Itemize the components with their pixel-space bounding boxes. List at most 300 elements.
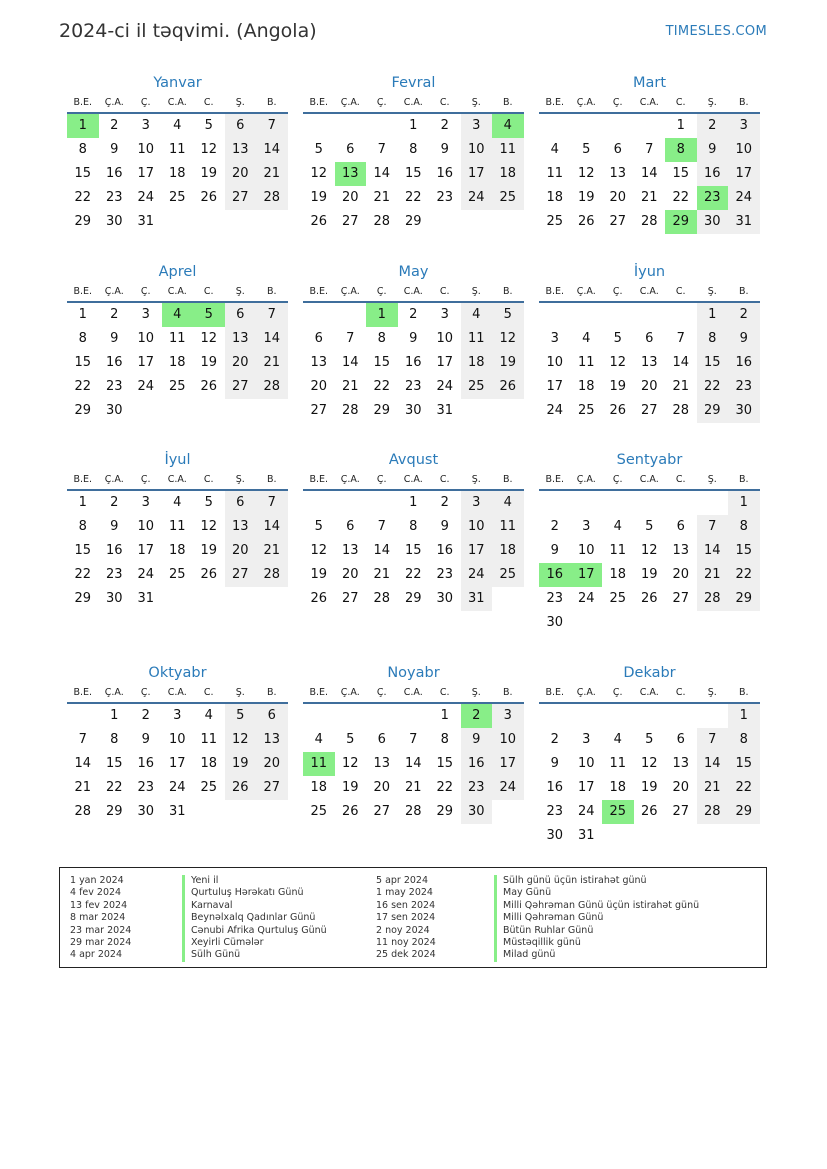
- day-cell: 9: [110, 142, 119, 157]
- day-cell: 14: [672, 355, 690, 370]
- day-cell: 30: [105, 591, 123, 606]
- empty-cell: [571, 704, 603, 728]
- legend-holiday-name: Sülh Günü: [182, 949, 327, 961]
- empty-cell: [335, 491, 367, 515]
- weekday-label: C.: [675, 286, 686, 297]
- legend-holiday-name: Milli Qəhrəman Günü üçün istirahət günü: [494, 900, 699, 912]
- day-cell: 27: [225, 375, 257, 399]
- day-cell: 12: [609, 355, 627, 370]
- day-cell: 25: [546, 214, 564, 229]
- day-cell: 19: [225, 752, 257, 776]
- empty-cell: [539, 114, 571, 138]
- day-cell: 29: [74, 591, 92, 606]
- empty-cell: [634, 114, 666, 138]
- empty-cell: [634, 824, 666, 848]
- day-cell: 12: [200, 142, 218, 157]
- weekday-label: B.: [502, 474, 513, 485]
- weekday-label: C.: [203, 474, 214, 485]
- weekday-label: Ç.A.: [576, 97, 596, 108]
- weekday-label: Ş.: [235, 97, 245, 108]
- weekday-label: C.A.: [167, 474, 187, 485]
- day-cell: 28: [341, 403, 359, 418]
- empty-cell: [366, 491, 398, 515]
- weekday-header: [67, 471, 288, 489]
- empty-cell: [335, 303, 367, 327]
- site-link[interactable]: TIMESLES.COM: [665, 24, 767, 39]
- day-cell: 4: [314, 732, 323, 747]
- weekday-label: B.: [266, 687, 277, 698]
- day-cell: 18: [168, 355, 186, 370]
- week-row: [67, 186, 288, 210]
- empty-cell: [256, 210, 288, 234]
- empty-cell: [461, 210, 493, 234]
- empty-cell: [256, 399, 288, 423]
- legend-date: 13 fev 2024: [70, 899, 128, 911]
- day-cell: 25: [310, 804, 328, 819]
- legend-holiday-name: Sülh günü üçün istirahət günü: [494, 875, 699, 887]
- day-cell: 26: [640, 591, 658, 606]
- month-name: Aprel: [158, 264, 197, 280]
- day-cell: 11: [492, 515, 524, 539]
- day-cell: 7: [676, 331, 685, 346]
- empty-cell: [303, 303, 335, 327]
- day-cell: 31: [137, 214, 155, 229]
- day-cell: 20: [672, 567, 690, 582]
- day-cell: 22: [728, 776, 760, 800]
- month-name: Sentyabr: [616, 452, 683, 468]
- weekday-label: C.A.: [639, 687, 659, 698]
- week-row: [539, 515, 760, 539]
- day-cell: 21: [74, 780, 92, 795]
- day-cell: 12: [341, 756, 359, 771]
- empty-cell: [665, 704, 697, 728]
- day-cell: 5: [204, 495, 213, 510]
- weekday-label: B.E.: [309, 474, 329, 485]
- weekday-label: Ç.A.: [576, 286, 596, 297]
- legend-names-col-1: [182, 875, 327, 962]
- month-7: [67, 449, 288, 611]
- weekday-label: Ş.: [707, 97, 717, 108]
- day-cell: 5: [582, 142, 591, 157]
- day-cell: 20: [609, 190, 627, 205]
- day-cell: 18: [577, 379, 595, 394]
- weekday-label: B.: [502, 97, 513, 108]
- day-cell: 15: [404, 166, 422, 181]
- weekday-label: Ç.: [140, 474, 151, 485]
- day-cell: 3: [550, 331, 559, 346]
- day-cell: 8: [110, 732, 119, 747]
- day-cell: 30: [546, 615, 564, 630]
- day-cell: 22: [105, 780, 123, 795]
- day-cell: 24: [728, 186, 760, 210]
- legend-dates-col-2: [376, 875, 436, 962]
- day-cell: 9: [550, 543, 559, 558]
- day-cell: 17: [436, 355, 454, 370]
- day-cell: 4: [204, 708, 213, 723]
- weekday-label: C.: [439, 687, 450, 698]
- day-cell: 2: [550, 732, 559, 747]
- day-cell: 4: [613, 732, 622, 747]
- holiday-day-cell: 17: [571, 563, 603, 587]
- day-cell: 7: [346, 331, 355, 346]
- day-cell: 27: [225, 563, 257, 587]
- day-cell: 31: [577, 828, 595, 843]
- month-12: [539, 662, 760, 848]
- day-cell: 11: [577, 355, 595, 370]
- day-cell: 24: [137, 190, 155, 205]
- day-cell: 27: [672, 804, 690, 819]
- day-cell: 9: [461, 728, 493, 752]
- holiday-day-cell: 11: [303, 752, 335, 776]
- day-cell: 18: [200, 756, 218, 771]
- weekday-label: B.: [266, 474, 277, 485]
- day-cell: 26: [200, 567, 218, 582]
- empty-cell: [225, 587, 257, 611]
- week-row: [303, 752, 524, 776]
- day-cell: 17: [168, 756, 186, 771]
- day-cell: 23: [728, 375, 760, 399]
- week-row: [539, 824, 760, 848]
- empty-cell: [256, 587, 288, 611]
- day-cell: 10: [546, 355, 564, 370]
- day-cell: 15: [697, 351, 729, 375]
- day-cell: 10: [461, 515, 493, 539]
- weekday-label: C.A.: [403, 97, 423, 108]
- empty-cell: [225, 210, 257, 234]
- day-cell: 8: [409, 519, 418, 534]
- day-cell: 12: [310, 543, 328, 558]
- empty-cell: [634, 491, 666, 515]
- day-cell: 9: [141, 732, 150, 747]
- day-cell: 15: [404, 543, 422, 558]
- empty-cell: [335, 114, 367, 138]
- day-cell: 25: [200, 780, 218, 795]
- day-cell: 19: [200, 543, 218, 558]
- day-cell: 3: [461, 114, 493, 138]
- week-row: [303, 515, 524, 539]
- weekday-label: B.: [502, 286, 513, 297]
- day-cell: 6: [225, 114, 257, 138]
- empty-cell: [571, 611, 603, 635]
- weekday-label: C.: [675, 474, 686, 485]
- month-name: May: [398, 264, 429, 280]
- day-cell: 17: [461, 539, 493, 563]
- day-cell: 16: [137, 756, 155, 771]
- day-cell: 16: [404, 355, 422, 370]
- empty-cell: [193, 800, 225, 824]
- day-cell: 30: [436, 591, 454, 606]
- day-cell: 22: [672, 190, 690, 205]
- day-cell: 22: [728, 563, 760, 587]
- week-row: [539, 399, 760, 423]
- empty-cell: [602, 704, 634, 728]
- day-cell: 24: [168, 780, 186, 795]
- day-cell: 16: [105, 166, 123, 181]
- week-row: [303, 114, 524, 138]
- day-cell: 17: [137, 543, 155, 558]
- weekday-label: C.: [439, 97, 450, 108]
- day-cell: 26: [200, 190, 218, 205]
- weekday-header: [303, 471, 524, 489]
- day-cell: 24: [577, 591, 595, 606]
- day-cell: 29: [74, 214, 92, 229]
- weekday-header: [67, 283, 288, 301]
- day-cell: 14: [256, 327, 288, 351]
- day-cell: 3: [728, 114, 760, 138]
- day-cell: 28: [256, 375, 288, 399]
- day-cell: 3: [440, 307, 449, 322]
- day-cell: 14: [373, 543, 391, 558]
- day-cell: 13: [341, 543, 359, 558]
- week-row: [67, 563, 288, 587]
- day-cell: 22: [404, 567, 422, 582]
- week-row: [539, 563, 760, 587]
- day-cell: 8: [78, 331, 87, 346]
- day-cell: 15: [672, 166, 690, 181]
- day-cell: 3: [141, 495, 150, 510]
- week-row: [67, 752, 288, 776]
- legend-date: 2 noy 2024: [376, 924, 430, 936]
- day-cell: 21: [341, 379, 359, 394]
- day-cell: 31: [436, 403, 454, 418]
- day-cell: 20: [341, 190, 359, 205]
- day-cell: 2: [697, 114, 729, 138]
- weekday-label: Ç.: [140, 97, 151, 108]
- weekday-label: C.A.: [403, 687, 423, 698]
- day-cell: 13: [672, 756, 690, 771]
- weekday-label: B.E.: [309, 687, 329, 698]
- day-cell: 30: [404, 403, 422, 418]
- day-cell: 27: [341, 591, 359, 606]
- day-cell: 8: [697, 327, 729, 351]
- legend-date: 8 mar 2024: [70, 912, 126, 924]
- week-row: [539, 491, 760, 515]
- day-cell: 21: [404, 780, 422, 795]
- legend-holiday-name: Qurtuluş Hərəkatı Günü: [182, 887, 327, 899]
- day-cell: 10: [728, 138, 760, 162]
- week-row: [539, 539, 760, 563]
- day-cell: 12: [640, 543, 658, 558]
- empty-cell: [728, 611, 760, 635]
- day-cell: 2: [141, 708, 150, 723]
- day-cell: 7: [256, 114, 288, 138]
- week-row: [539, 587, 760, 611]
- day-cell: 16: [105, 355, 123, 370]
- weekday-label: Ç.: [140, 687, 151, 698]
- week-row: [67, 539, 288, 563]
- legend-date: 4 fev 2024: [70, 887, 122, 899]
- day-cell: 20: [225, 162, 257, 186]
- day-cell: 10: [168, 732, 186, 747]
- holiday-day-cell: 16: [539, 563, 571, 587]
- weekday-label: Ç.: [612, 286, 623, 297]
- day-cell: 7: [697, 728, 729, 752]
- day-cell: 20: [672, 780, 690, 795]
- day-cell: 7: [697, 515, 729, 539]
- day-cell: 28: [373, 591, 391, 606]
- day-cell: 26: [225, 776, 257, 800]
- weekday-header: [67, 94, 288, 112]
- month-9: [539, 449, 760, 635]
- day-cell: 2: [728, 303, 760, 327]
- day-cell: 29: [74, 403, 92, 418]
- weekday-label: C.: [675, 687, 686, 698]
- day-cell: 15: [105, 756, 123, 771]
- day-cell: 30: [105, 403, 123, 418]
- empty-cell: [571, 114, 603, 138]
- weekday-label: B.: [738, 687, 749, 698]
- legend-date: 17 sen 2024: [376, 912, 436, 924]
- day-cell: 23: [105, 190, 123, 205]
- day-cell: 10: [461, 138, 493, 162]
- week-row: [67, 303, 288, 327]
- day-cell: 11: [546, 166, 564, 181]
- day-cell: 1: [78, 495, 87, 510]
- weekday-label: Ç.: [612, 474, 623, 485]
- weekday-label: C.A.: [403, 474, 423, 485]
- weekday-label: Ç.A.: [104, 286, 124, 297]
- week-row: [539, 776, 760, 800]
- day-cell: 17: [137, 355, 155, 370]
- weekday-label: Ç.A.: [576, 474, 596, 485]
- empty-cell: [256, 800, 288, 824]
- empty-cell: [303, 704, 335, 728]
- weekday-label: C.A.: [167, 97, 187, 108]
- week-row: [67, 491, 288, 515]
- week-row: [539, 752, 760, 776]
- week-row: [539, 162, 760, 186]
- day-cell: 5: [492, 303, 524, 327]
- day-cell: 2: [110, 118, 119, 133]
- week-row: [303, 186, 524, 210]
- day-cell: 5: [314, 142, 323, 157]
- legend-holiday-name: Milli Qəhrəman Günü: [494, 912, 699, 924]
- week-row: [539, 704, 760, 728]
- day-cell: 13: [310, 355, 328, 370]
- month-4: [67, 261, 288, 423]
- day-cell: 1: [409, 118, 418, 133]
- day-cell: 17: [728, 162, 760, 186]
- day-cell: 7: [409, 732, 418, 747]
- weekday-label: Ş.: [471, 97, 481, 108]
- weekday-label: C.: [439, 474, 450, 485]
- day-cell: 28: [256, 563, 288, 587]
- day-cell: 27: [609, 214, 627, 229]
- day-cell: 10: [137, 519, 155, 534]
- weekday-header: [67, 684, 288, 702]
- empty-cell: [634, 704, 666, 728]
- day-cell: 21: [672, 379, 690, 394]
- day-cell: 27: [225, 186, 257, 210]
- page-title: 2024-ci il təqvimi. (Angola): [59, 20, 317, 42]
- day-cell: 18: [609, 780, 627, 795]
- day-cell: 25: [168, 567, 186, 582]
- week-row: [303, 351, 524, 375]
- week-row: [303, 375, 524, 399]
- week-row: [67, 515, 288, 539]
- day-cell: 28: [640, 214, 658, 229]
- day-cell: 24: [461, 186, 493, 210]
- day-cell: 21: [640, 190, 658, 205]
- day-cell: 12: [310, 166, 328, 181]
- day-cell: 8: [728, 515, 760, 539]
- day-cell: 3: [141, 307, 150, 322]
- day-cell: 5: [314, 519, 323, 534]
- holiday-day-cell: 13: [335, 162, 367, 186]
- day-cell: 13: [373, 756, 391, 771]
- day-cell: 20: [310, 379, 328, 394]
- empty-cell: [728, 824, 760, 848]
- day-cell: 10: [492, 728, 524, 752]
- day-cell: 9: [728, 327, 760, 351]
- day-cell: 16: [436, 543, 454, 558]
- day-cell: 4: [492, 491, 524, 515]
- day-cell: 21: [373, 190, 391, 205]
- week-row: [539, 375, 760, 399]
- weekday-label: Ç.A.: [104, 687, 124, 698]
- day-cell: 16: [697, 162, 729, 186]
- day-cell: 14: [373, 166, 391, 181]
- day-cell: 14: [640, 166, 658, 181]
- legend-date: 16 sen 2024: [376, 899, 436, 911]
- legend-holiday-name: Cənubi Afrika Qurtuluş Günü: [182, 925, 327, 937]
- week-row: [303, 776, 524, 800]
- legend-date: 23 mar 2024: [70, 924, 132, 936]
- weekday-label: Ç.A.: [576, 687, 596, 698]
- empty-cell: [665, 824, 697, 848]
- day-cell: 20: [640, 379, 658, 394]
- day-cell: 15: [74, 355, 92, 370]
- week-row: [67, 776, 288, 800]
- week-row: [539, 186, 760, 210]
- day-cell: 21: [256, 351, 288, 375]
- week-row: [67, 210, 288, 234]
- legend-date: 1 yan 2024: [70, 875, 124, 886]
- weekday-label: C.: [439, 286, 450, 297]
- day-cell: 10: [436, 331, 454, 346]
- day-cell: 27: [310, 403, 328, 418]
- day-cell: 26: [200, 379, 218, 394]
- day-cell: 6: [377, 732, 386, 747]
- weekday-label: Ç.A.: [340, 474, 360, 485]
- week-row: [303, 800, 524, 824]
- day-cell: 26: [310, 591, 328, 606]
- day-cell: 11: [168, 331, 186, 346]
- day-cell: 7: [256, 303, 288, 327]
- day-cell: 7: [377, 519, 386, 534]
- day-cell: 20: [373, 780, 391, 795]
- holiday-day-cell: 4: [162, 303, 194, 327]
- day-cell: 2: [110, 307, 119, 322]
- weekday-label: C.A.: [639, 97, 659, 108]
- day-cell: 18: [492, 539, 524, 563]
- empty-cell: [602, 114, 634, 138]
- empty-cell: [602, 303, 634, 327]
- day-cell: 8: [728, 728, 760, 752]
- day-cell: 15: [74, 543, 92, 558]
- month-name: Dekabr: [623, 665, 676, 681]
- day-cell: 19: [640, 567, 658, 582]
- empty-cell: [303, 491, 335, 515]
- day-cell: 28: [697, 587, 729, 611]
- legend-holiday-name: Milad günü: [494, 949, 699, 961]
- day-cell: 12: [200, 519, 218, 534]
- week-row: [303, 704, 524, 728]
- week-row: [303, 587, 524, 611]
- week-row: [303, 327, 524, 351]
- day-cell: 10: [137, 142, 155, 157]
- weekday-label: Ş.: [471, 687, 481, 698]
